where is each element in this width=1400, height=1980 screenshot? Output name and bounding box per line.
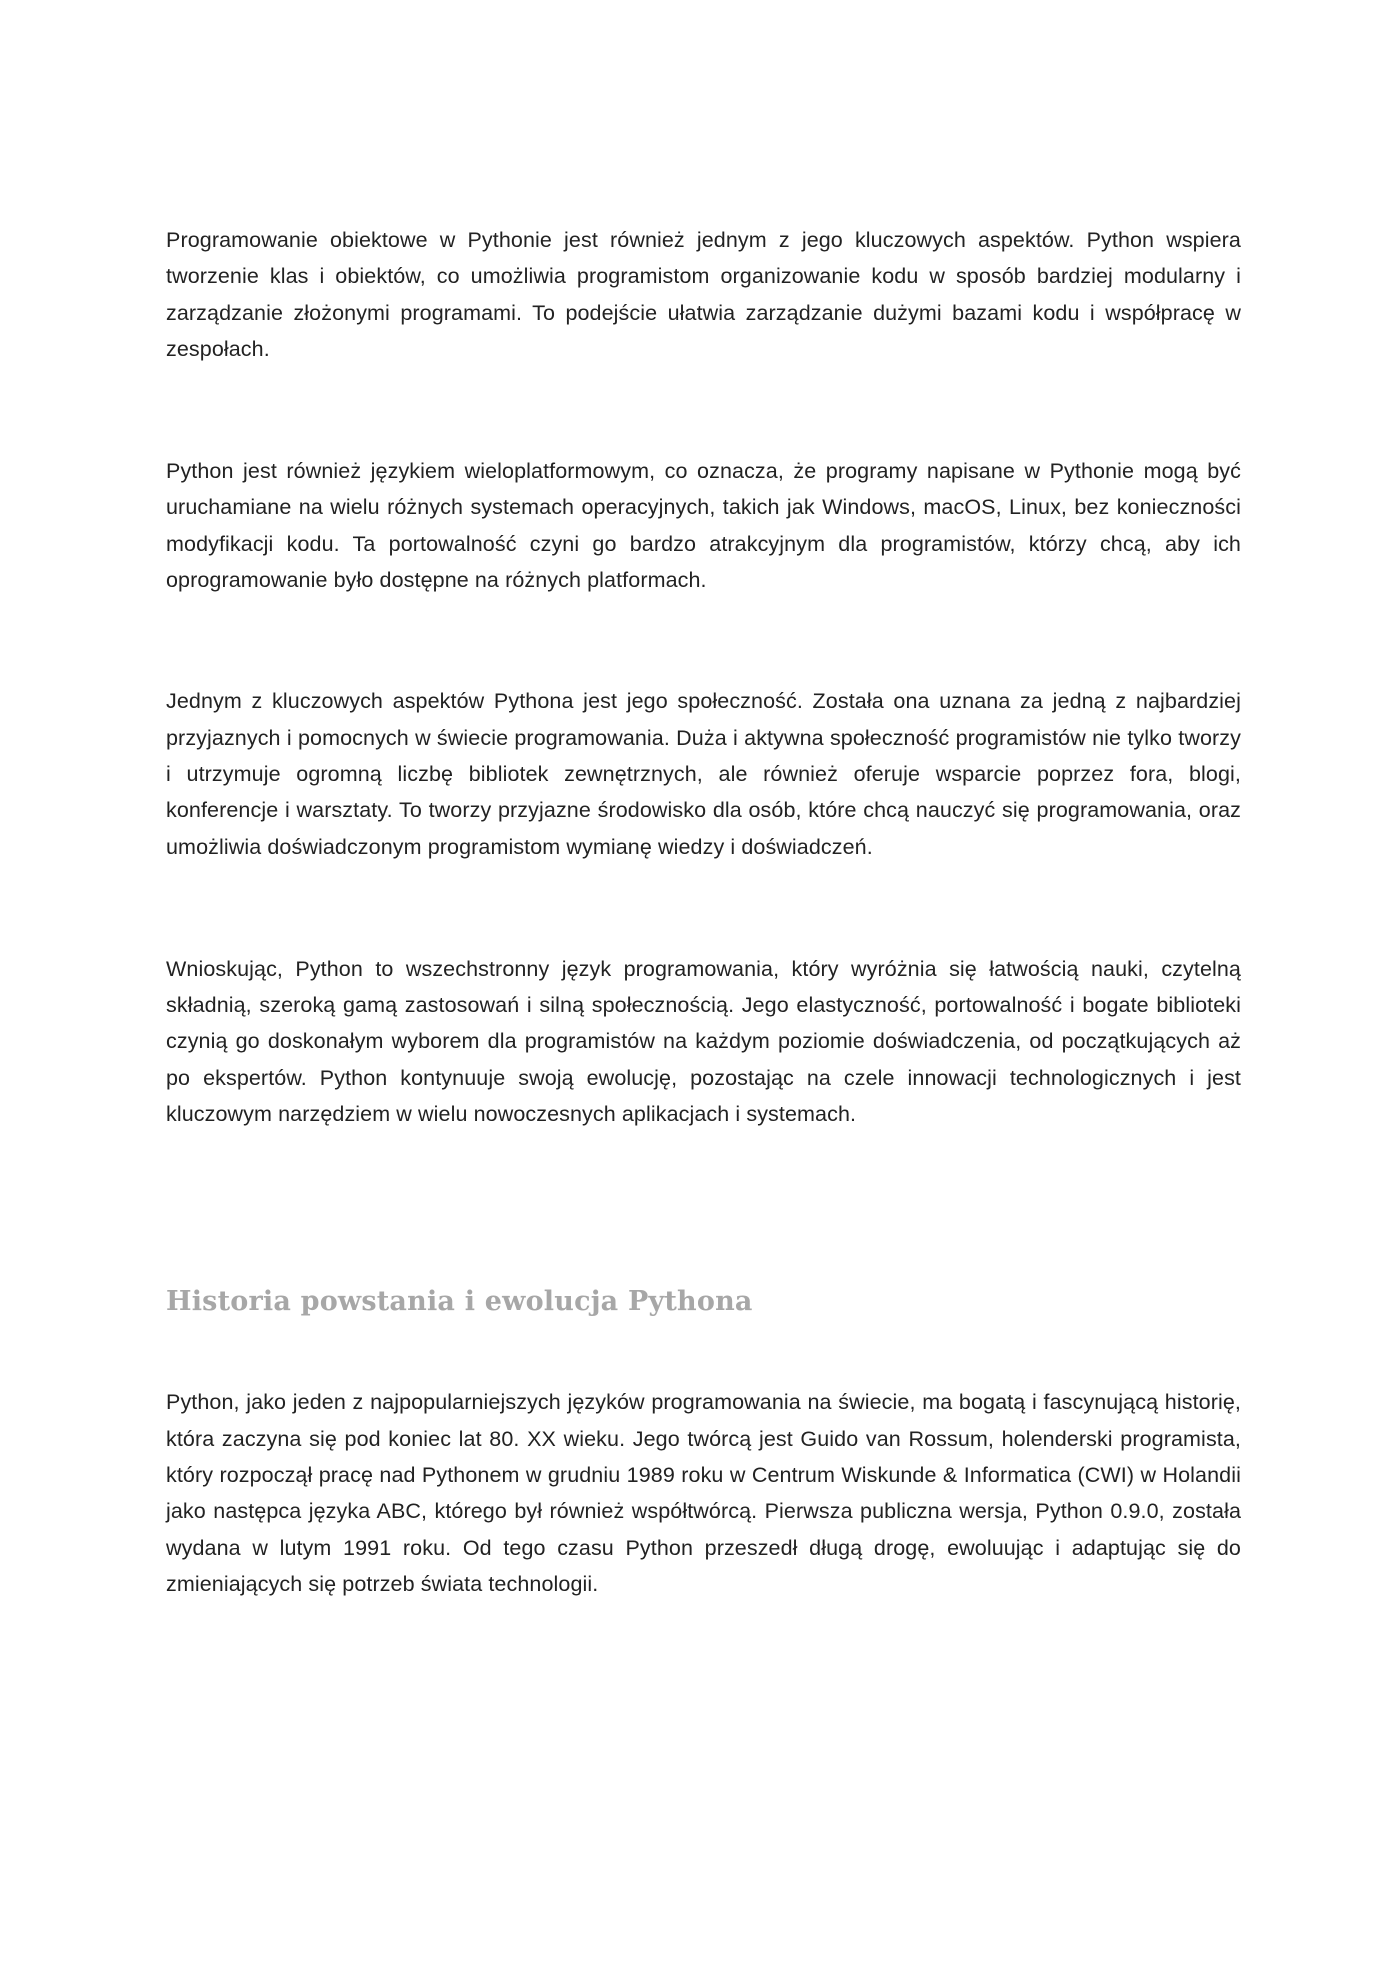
section-heading: Historia powstania i ewolucja Pythona [166, 1286, 753, 1318]
paragraph-community: Jednym z kluczowych aspektów Pythona jest jego społeczność. Została ona uznana za jedną z najbardziej przyjaznych i pomocnych w świecie programowania. Duża i aktywna społeczność programistów nie tylko tworzy i utrzymuje ogromną liczbę bibliotek zewnętrznych, ale również oferuje wsparcie poprzez fora, blogi, konferencje i warsztaty. To tworzy przyjazne środowisko dla osób, które chcą nauczyć się programowania, oraz umożliwia doświadczonym programistom wymianę wiedzy i doświadczeń. [166, 689, 1241, 859]
paragraph-cross-platform: Python jest również językiem wieloplatformowym, co oznacza, że programy napisane w Pythonie mogą być uruchamiane na wielu różnych systemach operacyjnych, takich jak Windows, macOS, Linux, bez konieczności modyfikacji kodu. Ta portowalność czyni go bardzo atrakcyjnym dla programistów, którzy chcą, aby ich oprogramowanie było dostępne na różnych platformach. [166, 459, 1241, 593]
document-body [166, 222, 1241, 1602]
paragraph-object-oriented: Programowanie obiektowe w Pythonie jest również jednym z jego kluczowych aspektów. Python wspiera tworzenie klas i obiektów, co umożliwia programistom organizowanie kodu w sposób bardziej modularny i zarządzanie złożonymi programami. To podejście ułatwia zarządzanie dużymi bazami kodu i współpracę w zespołach. [166, 228, 1241, 361]
paragraph-conclusion: Wnioskując, Python to wszechstronny język programowania, który wyróżnia się łatwością nauki, czytelną składnią, szeroką gamą zastosowań i silną społecznością. Jego elastyczność, portowalność i bogate biblioteki czynią go doskonałym wyborem dla programistów na każdym poziomie doświadczenia, od początkujących aż po ekspertów. Python kontynuuje swoją ewolucję, pozostając na czele innowacji technologicznych i jest kluczowym narzędziem w wielu nowoczesnych aplikacjach i systemach. [166, 956, 1241, 1127]
paragraph-history: Python, jako jeden z najpopularniejszych języków programowania na świecie, ma bogatą i fascynującą historię, która zaczyna się pod koniec lat 80. XX wieku. Jego twórcą jest Guido van Rossum, holenderski programista, który rozpoczął pracę nad Pythonem w grudniu 1989 roku w Centrum Wiskunde & Informatica (CWI) w Holandii jako następca języka ABC, którego był również współtwórcą. Pierwsza publiczna wersja, Python 0.9.0, została wydana w lutym 1991 roku. Od tego czasu Python przeszedł długą drogę, ewoluując i adaptując się do zmieniających się potrzeb świata technologii. [166, 1390, 1241, 1596]
